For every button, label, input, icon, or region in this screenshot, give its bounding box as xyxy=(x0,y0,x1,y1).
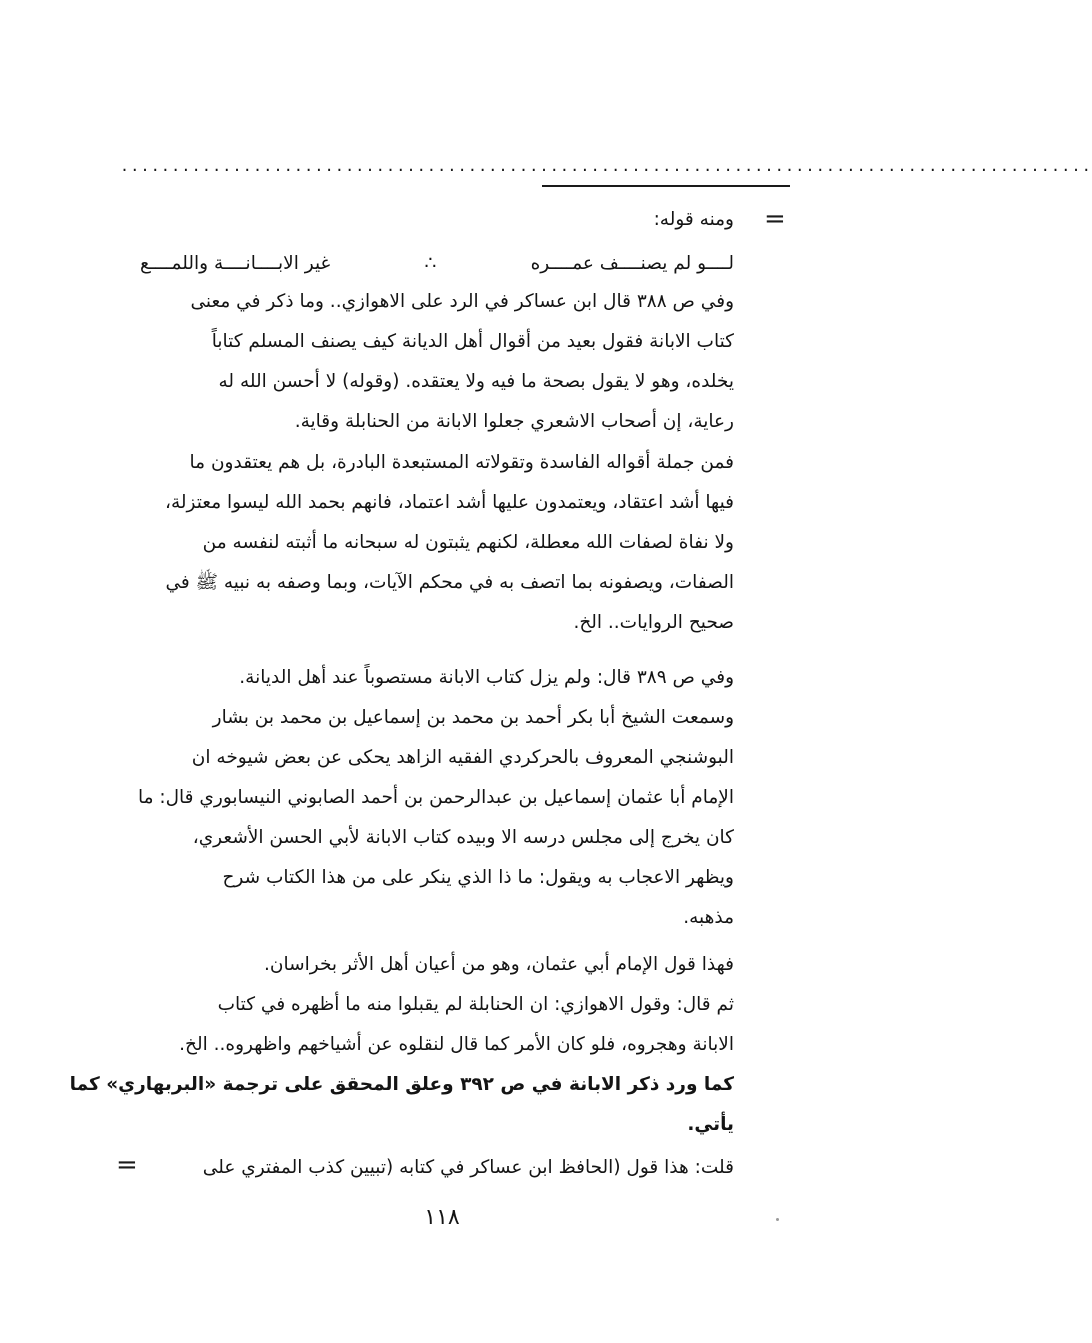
text-line-20: كما ورد ذكر الابانة في ص ٣٩٢ وعلق المحقق على ترجمة «البربهاري» كما xyxy=(69,1074,734,1095)
text-line-14: كان يخرج إلى مجلس درسه الا وبيده كتاب الابانة لأبي الحسن الأشعري، xyxy=(192,827,734,848)
page-number: ١١٨ xyxy=(424,1205,460,1230)
text-line-7: ولا نفاة لصفات الله معطلة، لكنهم يثبتون له سبحانه ما أثبته لنفسه من xyxy=(202,532,734,553)
verse-right-hemistich: لــــو لم يصنــــف عمــــره xyxy=(530,253,734,274)
text-line-4: رعاية، إن أصحاب الاشعري جعلوا الابانة من الحنابلة وقاية. xyxy=(294,411,734,432)
text-line-6: فيها أشد اعتقاد، ويعتمدون عليها أشد اعتماد، فانهم بحمد الله ليسوا معتزلة، xyxy=(164,492,734,513)
text-line-16: مذهبه. xyxy=(683,907,734,928)
footnote-rule xyxy=(542,185,790,187)
intro-label: ومنه قوله: xyxy=(653,209,734,230)
verse-line xyxy=(140,248,734,280)
text-line-12: البوشنجي المعروف بالحركردي الفقيه الزاهد يحكى عن بعض شيوخه ان xyxy=(191,747,734,768)
text-line-11: وسمعت الشيخ أبا بكر أحمد بن محمد بن إسماعيل بن محمد بن بشار xyxy=(212,707,734,728)
text-line-17: فهذا قول الإمام أبي عثمان، وهو من أعيان أهل الأثر بخراسان. xyxy=(264,954,734,975)
text-line-8: الصفات، ويصفونه بما اتصف به في محكم الآيات، وبما وصفه به نبيه ﷺ في xyxy=(165,572,734,593)
text-line-2: كتاب الابانة فقول بعيد من أقوال أهل الديانة كيف يصنف المسلم كتاباً xyxy=(211,331,734,352)
text-line-13: الإمام أبا عثمان إسماعيل بن عبدالرحمن بن أحمد الصابوني النيسابوري قال: ما xyxy=(137,787,734,808)
dotted-separator: ............................................................................................... xyxy=(120,157,1092,175)
paper-speck xyxy=(776,1218,779,1221)
text-line-3: يخلده، وهو لا يقول بصحة ما فيه ولا يعتقده. (وقوله) لا أحسن الله له xyxy=(218,371,734,392)
verse-divider: ∴ xyxy=(424,253,437,274)
text-line-5: فمن جملة أقواله الفاسدة وتقولاته المستبعدة البادرة، بل هم يعتقدون ما xyxy=(189,452,734,473)
verse-left-hemistich: غير الابــــانــــة واللمــــع xyxy=(140,253,331,274)
continuation-mark-top: = xyxy=(764,204,786,234)
text-line-9: صحيح الروايات.. الخ. xyxy=(573,612,734,633)
text-line-18: ثم قال: وقول الاهوازي: ان الحنابلة لم يقبلوا منه ما أظهره في كتاب xyxy=(217,994,734,1015)
text-line-1: وفي ص ٣٨٨ قال ابن عساكر في الرد على الاهوازي.. وما ذكر في معنى xyxy=(190,291,734,312)
text-line-15: ويظهر الاعجاب به ويقول: ما ذا الذي ينكر على من هذا الكتاب شرح xyxy=(222,867,734,888)
text-line-21: يأتي. xyxy=(687,1114,734,1135)
text-line-10: وفي ص ٣٨٩ قال: ولم يزل كتاب الابانة مستصوباً عند أهل الديانة. xyxy=(239,667,734,688)
text-line-19: الابانة وهجروه، فلو كان الأمر كما قال لنقلوه عن أشياخهم واظهروه.. الخ. xyxy=(179,1034,734,1055)
text-line-22: قلت: هذا قول (الحافظ ابن عساكر في كتابه (تبيين كذب المفتري على xyxy=(202,1157,734,1178)
continuation-mark-bottom: = xyxy=(116,1150,138,1180)
